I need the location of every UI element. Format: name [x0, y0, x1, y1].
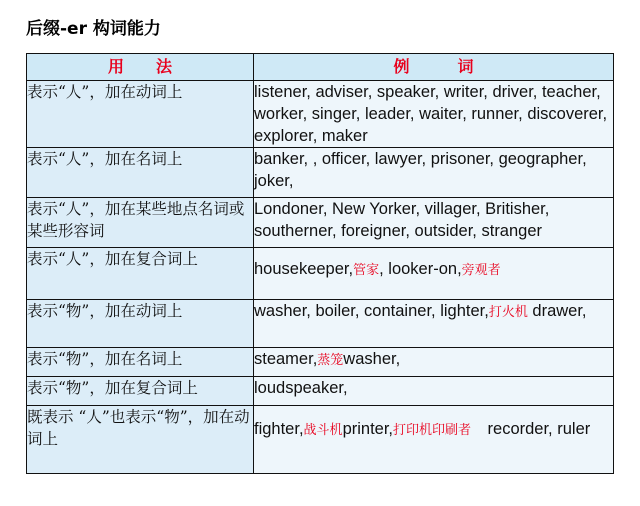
table-row	[27, 148, 614, 198]
usage-header	[27, 54, 254, 81]
chinese-gloss: 旁观者	[461, 263, 501, 278]
examples-cell	[254, 81, 614, 148]
example-words: banker, , officer, lawyer, prisoner, geographer, joker,	[254, 150, 587, 190]
examples-cell	[254, 377, 614, 406]
usage-cell: 表示“物”，加在名词上	[27, 348, 254, 377]
chinese-gloss: 管家	[353, 263, 380, 278]
example-words: washer, boiler, container, lighter,	[254, 302, 489, 320]
example-words: Londoner, New Yorker, villager, Britisher, southerner, foreigner, outsider, stranger	[254, 200, 550, 240]
examples-cell	[254, 148, 614, 198]
examples-cell	[254, 248, 614, 300]
example-words: fighter,	[254, 420, 304, 438]
table-row	[27, 248, 614, 300]
examples-cell	[254, 406, 614, 474]
page-title: 后缀-er 构词能力	[26, 19, 161, 39]
table-row	[27, 300, 614, 348]
usage-cell: 表示“人”，加在动词上	[27, 81, 254, 148]
examples-header-label: 例 词	[393, 57, 474, 76]
usage-header-label: 用 法	[107, 57, 172, 76]
table-row	[27, 81, 614, 148]
example-words: recorder, ruler	[471, 420, 591, 438]
usage-cell: 表示“人”，加在复合词上	[27, 248, 254, 300]
example-words: loudspeaker,	[254, 379, 348, 397]
suffix-table	[26, 53, 614, 474]
example-words: printer,	[342, 420, 394, 438]
example-words: drawer,	[527, 302, 587, 320]
examples-cell	[254, 348, 614, 377]
usage-cell: 表示“人”，加在某些地点名词或某些形容词	[27, 198, 254, 248]
usage-cell: 表示“物”，加在复合词上	[27, 377, 254, 406]
chinese-gloss: 打火机	[488, 305, 528, 320]
chinese-gloss: 打印机印刷者	[393, 423, 472, 438]
usage-cell: 表示“人”，加在名词上	[27, 148, 254, 198]
chinese-gloss: 蒸笼	[317, 353, 344, 368]
table-row	[27, 406, 614, 474]
examples-cell	[254, 198, 614, 248]
example-words: washer,	[343, 350, 401, 368]
examples-header	[254, 54, 614, 81]
example-words: steamer,	[254, 350, 318, 368]
table-row	[27, 198, 614, 248]
header-row	[27, 54, 614, 81]
example-words: , looker-on,	[379, 260, 462, 278]
example-words: listener, adviser, speaker, writer, driver, teacher, worker, singer, leader, waiter, runner, discoverer, explorer, maker	[254, 83, 608, 145]
usage-cell: 既表示 “人”也表示“物”，加在动词上	[27, 406, 254, 474]
table-row	[27, 348, 614, 377]
chinese-gloss: 战斗机	[303, 423, 343, 438]
examples-cell	[254, 300, 614, 348]
usage-cell: 表示“物”，加在动词上	[27, 300, 254, 348]
table-row	[27, 377, 614, 406]
example-words: housekeeper,	[254, 260, 354, 278]
